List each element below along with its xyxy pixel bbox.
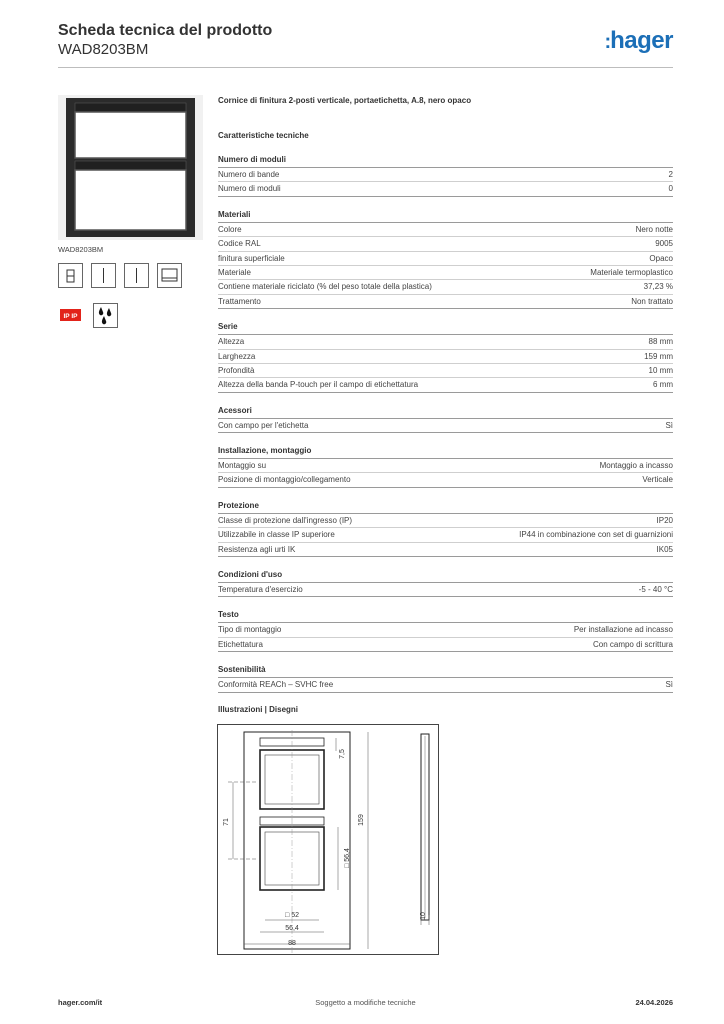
spec-label: Numero di moduli: [218, 184, 281, 194]
section-title: Protezione: [218, 501, 673, 514]
product-description: Cornice di finitura 2-posti verticale, portaetichetta, A.8, nero opaco: [218, 96, 472, 105]
spec-row: [218, 182, 673, 196]
spec-value: Sì: [665, 680, 673, 690]
spec-value: IP44 in combinazione con set di guarnizioni: [519, 530, 673, 540]
spec-row: [218, 295, 673, 309]
dim-10: 10: [420, 912, 427, 920]
spec-value: -5 - 40 °C: [638, 585, 673, 595]
spec-value: Opaco: [649, 253, 673, 263]
spec-label: Colore: [218, 224, 242, 234]
spec-label: Numero di bande: [218, 170, 280, 179]
spec-row: [218, 623, 673, 637]
spec-row: [218, 335, 673, 349]
spec-row: [218, 252, 673, 266]
spec-row: [218, 638, 673, 652]
front-view-icon: [58, 263, 83, 288]
spec-row: [218, 678, 673, 692]
frame-illustration: [58, 95, 203, 240]
product-image: [58, 95, 203, 240]
spec-label: Etichettatura: [218, 639, 263, 649]
side-view-icon: [91, 263, 116, 288]
spec-row: [218, 266, 673, 280]
dim-159: 159: [358, 814, 365, 826]
spec-section: [218, 446, 673, 488]
section-title: Condizioni d'uso: [218, 570, 673, 583]
dim-56-4-vertical: □ 56,4: [344, 848, 351, 868]
spec-row: [218, 223, 673, 237]
spec-sections: [218, 155, 673, 693]
spec-label: Materiale: [218, 267, 251, 277]
section-title: Installazione, montaggio: [218, 446, 673, 459]
spec-row: [218, 237, 673, 251]
spec-label: Altezza della banda P-touch per il campo di etichettatura: [218, 380, 419, 390]
spec-label: Trattamento: [218, 296, 261, 306]
spec-row: [218, 280, 673, 294]
section-title: Sostenibilità: [218, 665, 673, 678]
spec-value: 9005: [655, 239, 673, 249]
spec-row: [218, 543, 673, 557]
product-code: WAD8203BM: [58, 41, 149, 58]
spec-section: [218, 665, 673, 692]
spec-value: Non trattato: [631, 296, 673, 306]
spec-value: Sì: [665, 420, 673, 430]
spec-value: Con campo di scrittura: [592, 639, 673, 649]
dim-88: 88: [288, 940, 296, 947]
section-title: Numero di moduli: [218, 155, 673, 168]
footer-note: Soggetto a modifiche tecniche: [315, 998, 416, 1007]
spec-value: 37,23 %: [643, 282, 673, 292]
spec-value: IK05: [656, 544, 673, 554]
dim-7-5: 7,5: [339, 749, 346, 759]
spec-label: Utilizzabile in classe IP superiore: [218, 530, 335, 540]
dim-56-4-horizontal: 56,4: [285, 925, 299, 932]
spec-row: [218, 419, 673, 433]
spec-label: Con campo per l'etichetta: [218, 420, 309, 430]
spec-label: Temperatura d'esercizio: [218, 585, 303, 595]
spec-row: [218, 528, 673, 542]
ip-rating-icon: [58, 303, 83, 328]
hager-logo: :hager: [604, 27, 673, 54]
view-icons-row: [58, 263, 182, 288]
spec-row: [218, 364, 673, 378]
spec-value: 6 mm: [653, 380, 673, 390]
spec-label: Resistenza agli urti IK: [218, 544, 296, 554]
footer-date: 24.04.2026: [635, 998, 673, 1007]
spec-label: Profondità: [218, 365, 255, 375]
spec-label: Codice RAL: [218, 239, 261, 249]
illustrations-heading: Illustrazioni | Disegni: [218, 705, 299, 714]
spec-value: 88 mm: [648, 337, 673, 347]
spec-row: [218, 168, 673, 182]
dim-71: 71: [223, 818, 230, 826]
spec-section: [218, 501, 673, 557]
spec-value: Per installazione ad incasso: [573, 625, 673, 635]
spec-section: [218, 570, 673, 597]
spec-value: IP20: [656, 515, 673, 525]
top-view-icon: [157, 263, 182, 288]
spec-row: [218, 459, 673, 473]
spec-section: [218, 610, 673, 652]
water-drops-icon: [93, 303, 118, 328]
spec-label: Classe di protezione dall'ingresso (IP): [218, 515, 353, 525]
spec-label: finitura superficiale: [218, 253, 285, 263]
spec-label: Montaggio su: [218, 461, 267, 471]
spec-label: Tipo di montaggio: [218, 625, 282, 635]
spec-section: [218, 322, 673, 393]
technical-drawing: [217, 724, 439, 955]
section-title: Serie: [218, 322, 673, 335]
spec-value: Verticale: [642, 475, 673, 485]
section-title: Testo: [218, 610, 673, 623]
image-caption: WAD8203BM: [58, 245, 104, 254]
spec-value: 159 mm: [644, 351, 673, 361]
document-title: Scheda tecnica del prodotto: [58, 22, 273, 39]
spec-value: Montaggio a incasso: [599, 461, 673, 471]
spec-label: Altezza: [218, 337, 245, 347]
page-header: [58, 22, 673, 68]
specifications-column: [218, 95, 673, 693]
footer-website[interactable]: hager.com/it: [58, 998, 103, 1007]
spec-row: [218, 473, 673, 487]
section-title: Acessori: [218, 406, 673, 419]
characteristics-heading: Caratteristiche tecniche: [218, 131, 309, 140]
spec-section: [218, 210, 673, 309]
spec-row: [218, 350, 673, 364]
spec-label: Conformità REACh – SVHC free: [218, 680, 334, 690]
spec-value: Materiale termoplastico: [590, 267, 673, 277]
product-image-column: [58, 95, 203, 254]
logo-text: hager: [610, 27, 673, 54]
spec-label: Posizione di montaggio/collegamento: [218, 475, 351, 485]
spec-value: Nero notte: [635, 224, 673, 234]
spec-label: Larghezza: [218, 351, 256, 361]
spec-value: 10 mm: [648, 365, 673, 375]
section-title: Materiali: [218, 210, 673, 223]
spec-section: [218, 155, 673, 197]
spec-row: [218, 514, 673, 528]
spec-row: [218, 583, 673, 597]
spec-row: [218, 378, 673, 392]
side-view-2-icon: [124, 263, 149, 288]
spec-value: 0: [668, 184, 673, 194]
spec-section: [218, 406, 673, 433]
spec-label: Contiene materiale riciclato (% del peso totale della plastica): [218, 282, 432, 292]
dim-52: □ 52: [285, 912, 299, 919]
spec-value: 2: [668, 170, 673, 179]
protection-icons-row: [58, 303, 118, 328]
ip-badge-text: IP IP: [63, 313, 78, 320]
